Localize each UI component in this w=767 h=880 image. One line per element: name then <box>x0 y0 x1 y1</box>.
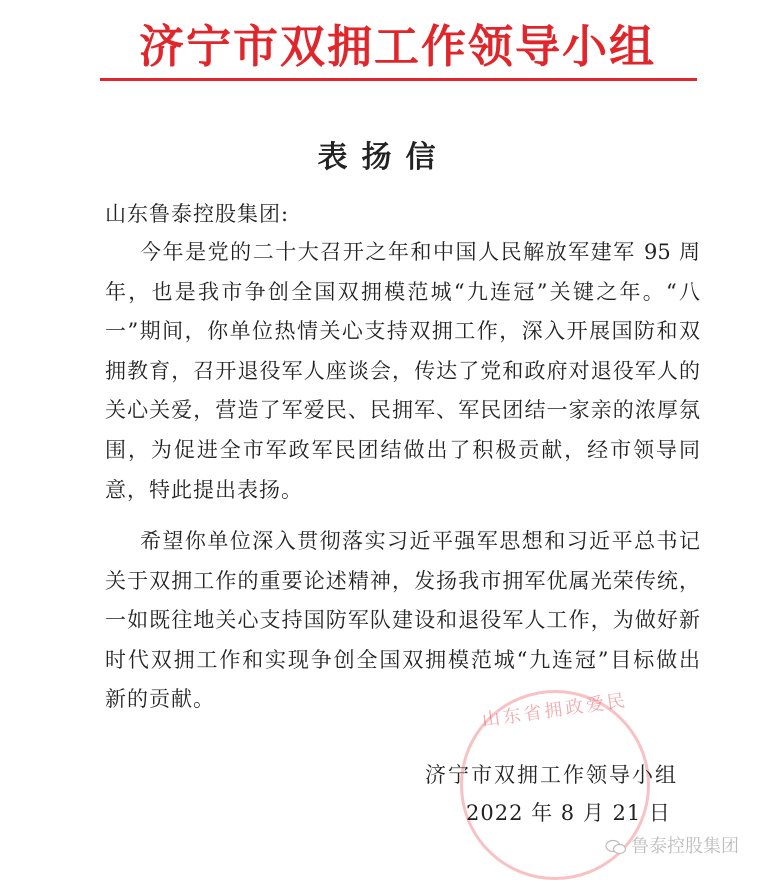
paragraph-line: 关于双拥工作的重要论述精神，发扬我市拥军优属光荣传统， <box>105 568 700 593</box>
paragraph-line: 新的贡献。 <box>105 687 215 712</box>
watermark <box>605 836 739 858</box>
paragraph-line: 一”期间，你单位热情关心支持双拥工作，深入开展国防和双 <box>105 319 700 344</box>
document-title: 表扬信 <box>317 140 450 175</box>
wechat-icon <box>605 839 627 855</box>
signature: 济宁市双拥工作领导小组 <box>425 763 678 787</box>
paragraph-line: 围，为促进全市军政军民团结做出了积极贡献，经市领导同 <box>105 438 700 462</box>
letterhead-title: 济宁市双拥工作领导小组 <box>138 20 656 73</box>
paragraph-line: 时代双拥工作和实现争创全国双拥模范城“九连冠”目标做出 <box>105 647 700 672</box>
letterhead-divider <box>100 78 697 81</box>
paragraph-line: 希望你单位深入贯彻落实习近平强军思想和习近平总书记 <box>140 529 700 553</box>
paragraph-line: 年，也是我市争创全国双拥模范城“九连冠”关键之年。“八 <box>105 279 700 304</box>
paragraph-line: 今年是党的二十大召开之年和中国人民解放军建军 95 周 <box>140 240 700 264</box>
paragraph-line: 一如既往地关心支持国防军队建设和退役军人工作，为做好新 <box>105 608 700 633</box>
watermark-text: 鲁泰控股集团 <box>631 836 739 857</box>
paragraph-line: 关心关爱，营造了军爱民、民拥军、军民团结一家亲的浓厚氛 <box>105 398 700 423</box>
salutation: 山东鲁泰控股集团: <box>105 202 290 226</box>
letter-date: 2022 年 8 月 21 日 <box>466 801 671 825</box>
paragraph-line: 意，特此提出表扬。 <box>105 477 303 502</box>
seal-text: 山东省拥政爱民 <box>480 689 630 732</box>
paragraph-line: 拥教育，召开退役军人座谈会，传达了党和政府对退役军人的 <box>105 358 700 383</box>
